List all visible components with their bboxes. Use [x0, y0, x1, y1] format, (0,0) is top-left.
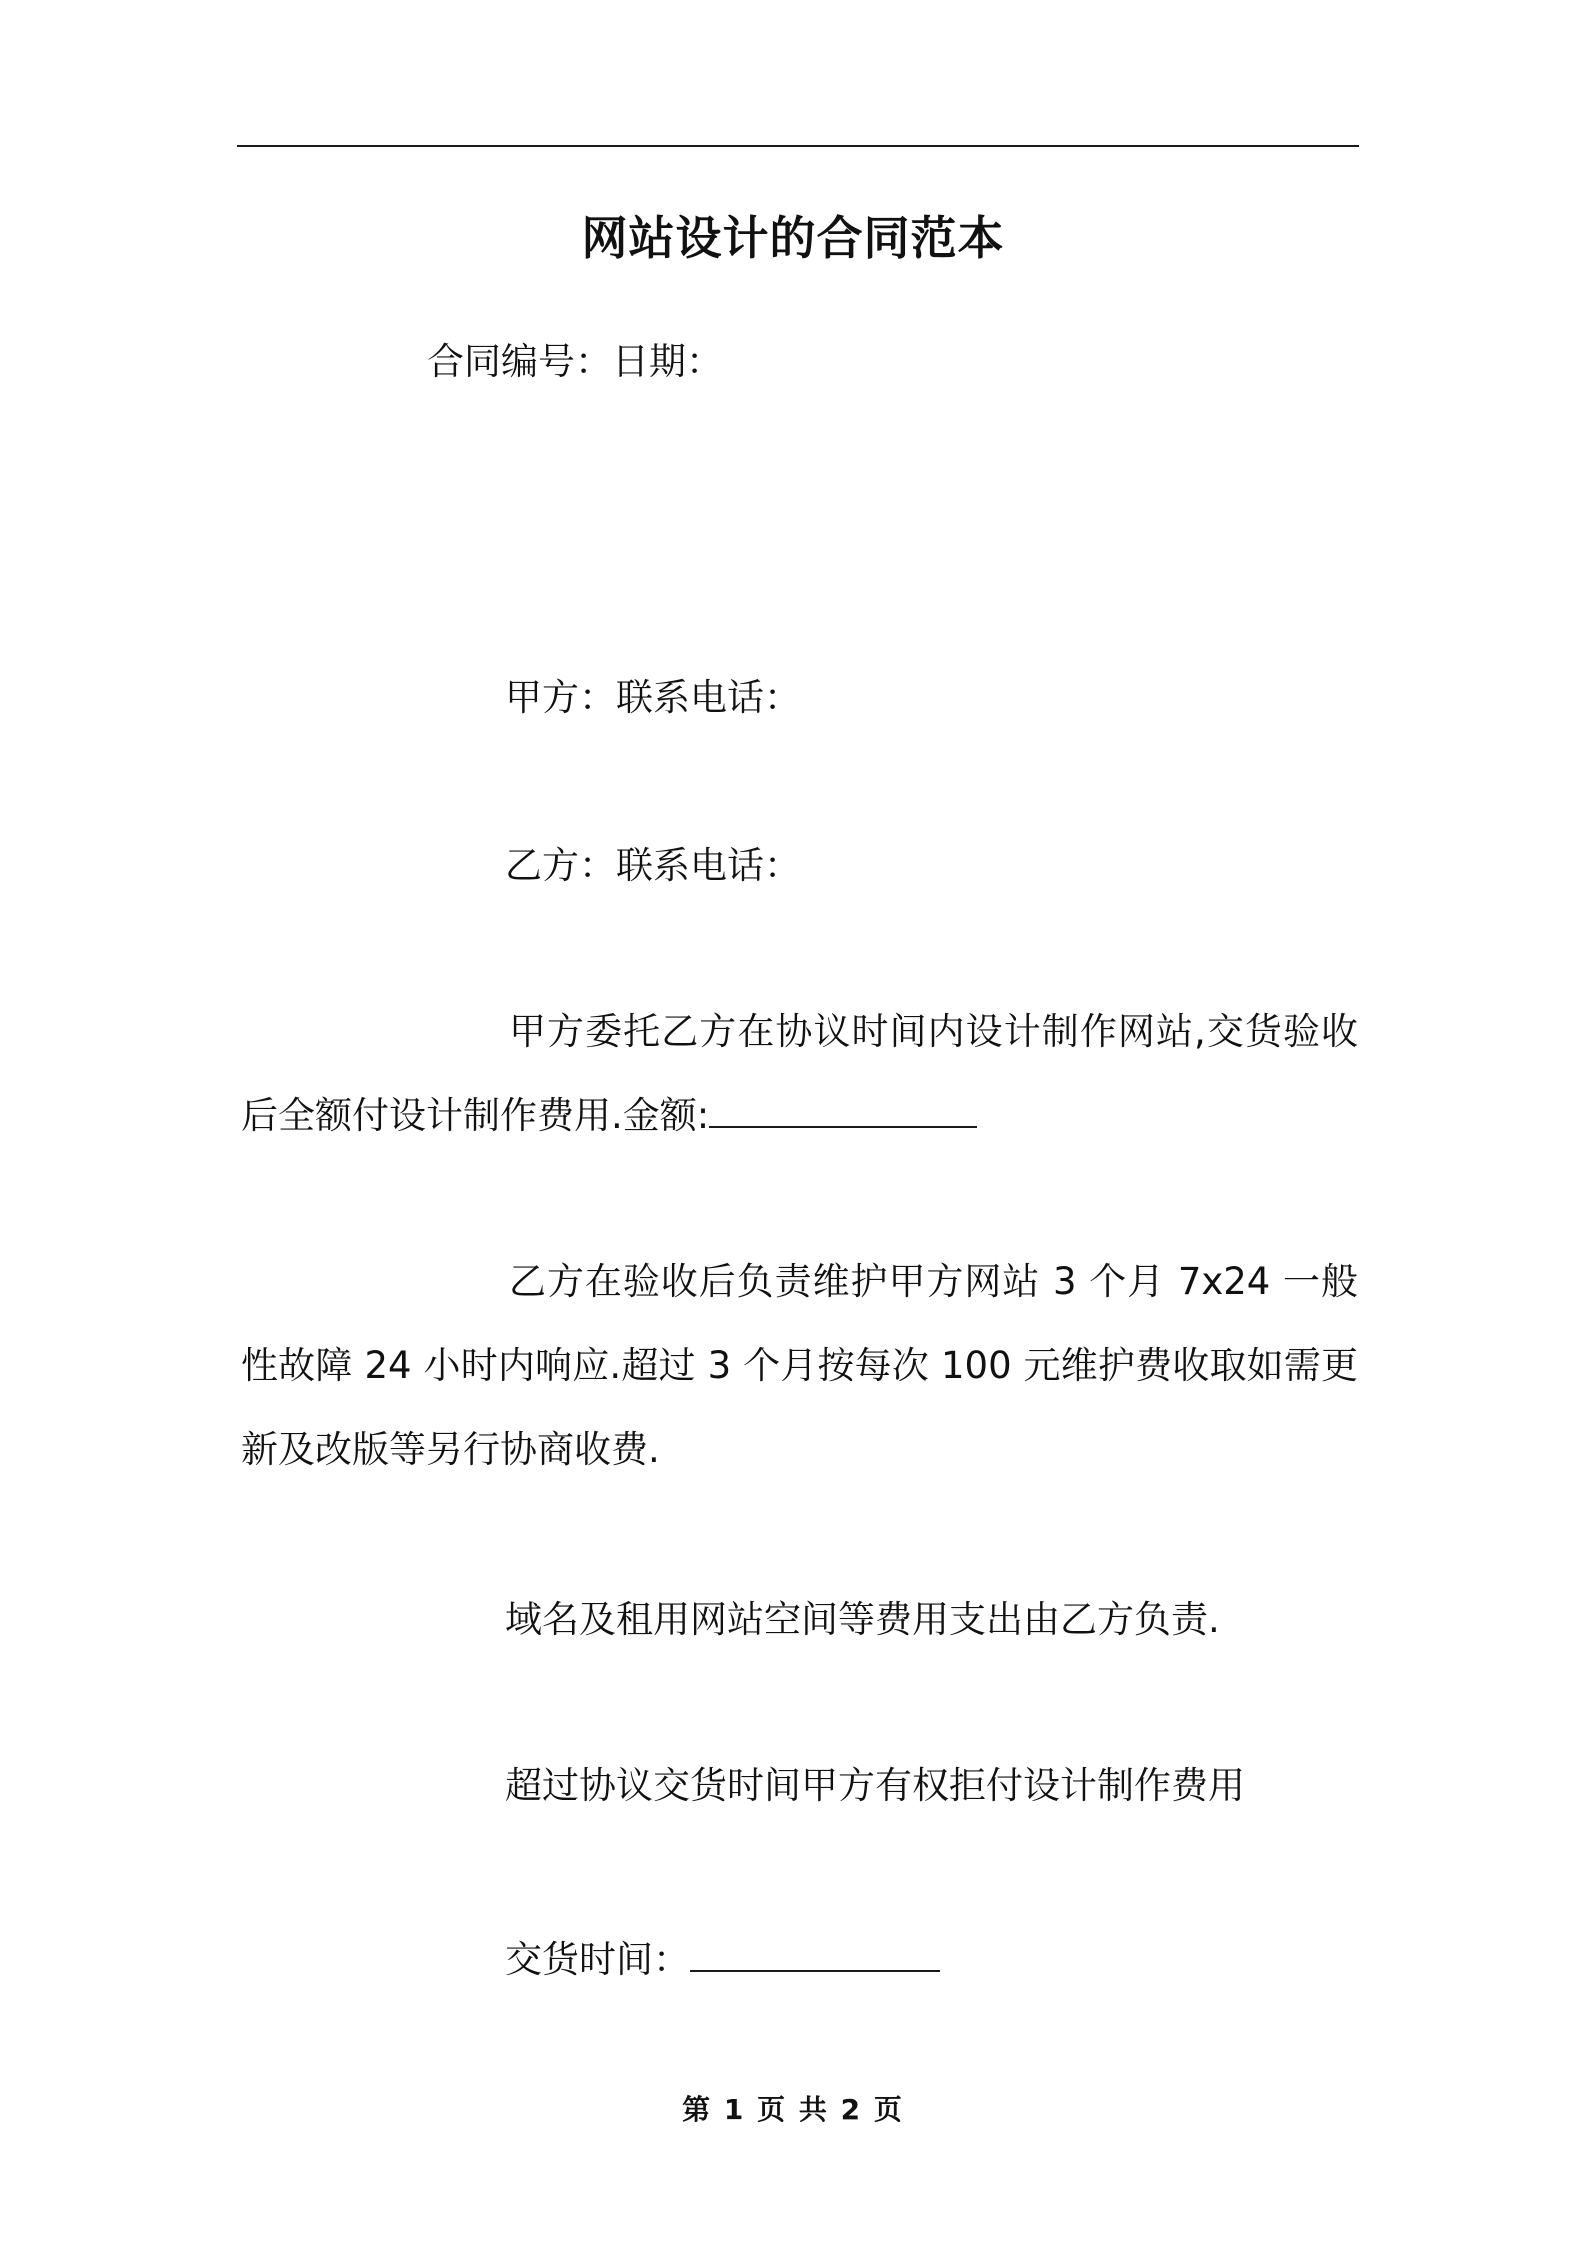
paragraph-commission-text: 甲方委托乙方在协议时间内设计制作网站,交货验收后全额付设计制作费用.金额:: [241, 1010, 1358, 1137]
paragraph-late-delivery: 超过协议交货时间甲方有权拒付设计制作费用: [505, 1764, 1245, 1807]
paragraph-maintenance: 乙方在验收后负责维护甲方网站 3 个月 7x24 一般性故障 24 小时内响应.超过 3 个月按每次 100 元维护费收取如需更新及改版等另行协商收费.: [241, 1260, 1358, 1471]
delivery-time-blank: [690, 1926, 940, 1972]
party-a-line: 甲方：联系电话：: [505, 676, 801, 719]
contract-number-date-line: 合同编号：日期：: [427, 340, 723, 383]
delivery-time-line: [505, 1926, 940, 1988]
header-rule: [237, 145, 1359, 147]
paragraph-domain-hosting: 域名及租用网站空间等费用支出由乙方负责.: [505, 1598, 1220, 1641]
paragraph-commission: [241, 990, 1358, 1158]
delivery-time-label: 交货时间：: [505, 1938, 690, 1981]
page-footer: 第 1 页 共 2 页: [682, 2093, 904, 2126]
document-title: 网站设计的合同范本: [581, 211, 1005, 265]
amount-blank: [709, 1082, 977, 1128]
party-b-line: 乙方：联系电话：: [505, 844, 801, 887]
